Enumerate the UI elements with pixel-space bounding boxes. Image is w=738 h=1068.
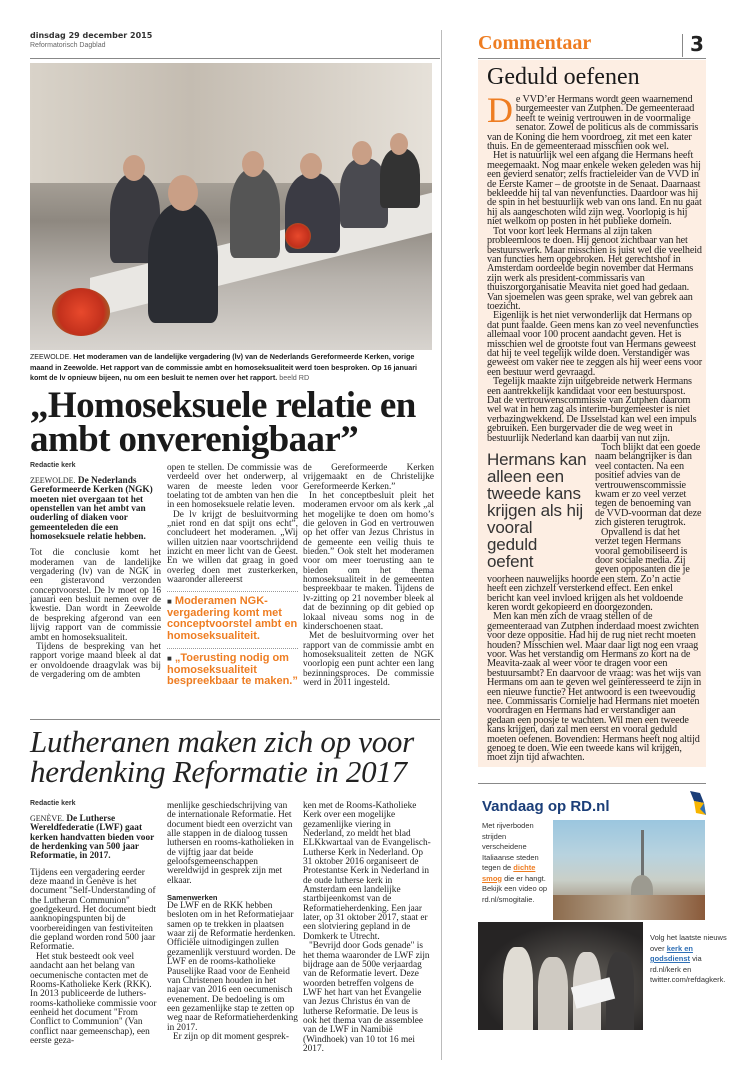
paragraph: Opvallend is dat het verzet tegen Hermans vooral gemobiliseerd is door sociale media. Zij geven opposanten die je voorheen nauwelijks hoorde een stem. Zo’n actie heeft een zichzelf versterkend effect. Een enkel bericht kan veel invloed krijgen als het voldoende keren wordt gekopieerd en doorgezonden. — [487, 526, 690, 613]
paragraph: Tot voor kort leek Hermans al zijn taken probleemloos te doen. Hij genoot zichtbaar van het bestuurswerk. Maar misschien is juist wel die veelheid van functies hem opgebroken. Het gerechtshof in Amsterdam oordeelde begin november dat Hermans zijn werk als president-commissaris van thuiszorgorganisatie Meavita niet goed had gedaan. Van sjoemelen was geen sprake, wel van gebrek aan toezicht. — [487, 225, 702, 312]
pull-quote: ■ Moderamen NGK-vergadering komt met conceptvoorstel ambt en homoseksualiteit. — [167, 591, 298, 642]
paragraph: De lv krijgt de besluitvorming „niet rond en dat spijt ons echt”, concludeert het moderamen. „Wij willen uitzien naar voortschrijdend inzicht en meer licht van de Geest. En we willen dat graag in goed overleg doen met zusterkerken, waaronder allereerst — [167, 509, 298, 586]
paragraph: open te stellen. De commissie was verdeeld over het onderwerp, al waren de meeste leden voor toelating tot de ambten van hen die in een homoseksuele relatie leven. — [167, 463, 298, 511]
commentary-title: Geduld oefenen — [487, 64, 640, 90]
church-teaser: Volg het laatste nieuws over kerk en godsdienst via rd.nl/kerk en twitter.com/refdagkerk. — [650, 933, 727, 984]
paragraph: Tijdens de bespreking van het rapport vorige maand bleek al dat er onvoldoende draagvlak was bij de vergadering om de ambten — [30, 641, 161, 680]
choir-photo[interactable] — [478, 922, 643, 1030]
page-number: 3 — [690, 32, 704, 56]
paragraph: de Gereformeerde Kerken vrijgemaakt en de Christelijke Gereformeerde Kerken.” — [303, 463, 434, 492]
commentary-rule — [478, 58, 706, 59]
paragraph: Tot die conclusie komt het moderamen van de landelijke vergadering (lv) van de NGK in een gisteravond verzonden conceptvoorstel. De lv moet op 16 januari een besluit nemen over de kwestie. Dan wordt in Zeewolde de bespreking afgerond van een lijvig rapport van de commissie ambt en homoseksualiteit. — [30, 548, 161, 643]
paragraph: "Bevrijd door Gods genade" is het thema waaronder de LWF zijn bijdrage aan de 500e verjaardag van de Reformatie levert. Deze woorden betreffen volgens de LWF het hart van het Evangelie van Jezus Christus én van de lutherse Reformatie. De leus is ook het thema van de assemblee van de LWF in Namibië (Windhoek) van 10 tot 16 mei 2017. — [303, 941, 430, 1054]
article2-col3 — [303, 802, 434, 1054]
church-link[interactable]: kerk en godsdienst — [650, 943, 693, 963]
byline: Redactie kerk — [30, 800, 76, 807]
paragraph: Eigenlijk is het niet verwonderlijk dat Hermans op dat punt faalde. Geen mens kan zo veel nevenfuncties allemaal voor 100 procent aandacht geven. Het is misschien wel de grootste fout van Hermans geweest dat hij te veel tegelijk wilde doen. Verstandiger was geweest om vaker nee te zeggen als hij weer eens voor een bestuur werd gevraagd. — [487, 310, 702, 378]
header-rule — [30, 58, 440, 59]
commentary-pull-quote: Hermans kan alleen een tweede kans krijgen als hij vooral geduld oefent — [487, 450, 587, 572]
commentary-box — [478, 60, 706, 767]
paragraph: Tijdens een vergadering eerder deze maand in Genève is het document "Self-Understanding of the Lutheran Communion" goedgekeurd. Het document biedt aanknopingspunten bij de voorbereidingen van festiviteiten die gepland worden rond 500 jaar Reformatie. — [30, 867, 156, 953]
smog-photo[interactable] — [553, 820, 705, 920]
page-number-divider — [682, 34, 683, 57]
photo-caption: ZEEWOLDE. Het moderamen van de landelijke vergadering (lv) van de Nederlands Gereformeerde Kerken, vorige maand in Zeewolde. Het rapport van de commissie ambt en homoseksualiteit werd toen besproken. Op 16 januari komt de lv opnieuw bijeen, nu om een besluit te nemen over het rapport. beeld RD — [30, 352, 418, 383]
byline: Redactie kerk — [30, 462, 76, 469]
paragraph: Men kan men zich de vraag stellen of de gemeenteraad van Zutphen inderdaad moest zwichten voor deze oppositie. Had hij de rug niet recht moeten houden? Misschien wel. Maar daar ligt nog een vraag voor. Was het verstandig om Hermans zo kort na de Meavita-zaak al weer voor te dragen voor een bestuursambt? En daarvoor de vraag: was het wijs van Hermans om aan te geven wel geïnteresseerd te zijn in een nieuwe functie? Het antwoord is een tweevoudig nee. Commissaris Cornielje had Hermans niet moeten voordragen en Hermans had er verstandiger aan gedaan een poosje te wachten. Wil men een tweede kans krijgen, dan zal men eerst en vooral geduld moeten oefenen. Bovendien: Hermans heeft nog altijd genoeg te doen. Wie een tweede kans wil krijgen, moet zijn tijd afwachten. — [487, 611, 702, 764]
subheading: Samenwerken — [167, 893, 218, 903]
rd-rule — [478, 783, 706, 784]
article1-col3 — [303, 464, 434, 688]
commentary-body: De VVD’er Hermans wordt geen waarnemend burgemeester van Zutphen. De gemeenteraad heeft te weinig vertrouwen in de voormalige senator. Zowel de politicus als de commissaris van de Koning die hem voordroeg, zit met een kater thuis. En de gemeenteraad misschien ook wel. Het is natuurlijk wel een afgang die Hermans heeft meegemaakt. Nog maar enkele weken geleden was hij een gevierd senator; zelfs fractieleider van de VVD in de Eerste Kamer – de grootste in de Senaat. Daarnaast bekleedde hij tal van nevenfuncties. Daardoor was hij de spin in het bestuurlijk web van ons land. En nu gaat hij als aangeschoten wild zijn weg. Voorlopig is hij niet welkom op posten in het publieke domein. Tot voor kort leek Hermans al zijn taken probleemloos te doen. Hij genoot zichtbaar van het bestuurswerk. Maar misschien is juist wel die veelheid van functies hem opgebroken. Het gerechtshof in Amsterdam oordeelde begin november dat Hermans zijn werk als president-commissaris van thuiszorgorganisatie Meavita niet goed had gedaan. Van sjoemelen was geen sprake, wel van gebrek aan toezicht. Eigenlijk is het niet verwonderlijk dat Hermans op dat punt faalde. Geen mens kan zo veel nevenfuncties allemaal voor 100 procent aandacht geven. Het is misschien wel de grootste fout van Hermans geweest dat hij te veel tegelijk wilde doen. Verstandiger was geweest om vaker nee te zeggen als hij weer eens voor een bestuur werd gevraagd. Tegelijk maakte zijn uitgebreide netwerk Hermans een aantrekkelijk kandidaat voor een bestuurspost. Dat de vertrouwenscommissie van Zutphen daarom wel wat in hem zag als interim-burgemeester is niet verbazingwekkend. De IJsselstad kan wel een impuls gebruiken. Een burgervader die de weg weet in bestuurlijk Nederland kan daarbij van nut zijn. Hermans kan alleen een tweede kans krijgen als hij vooral geduld oefent Toch blijkt dat een goede naam belangrijker is dan veel contacten. Na een positief advies van de vertrouwenscommissie kwam er zo veel verzet tegen de benoeming van de VVD-voorman dat deze zich gisteren terugtrok. Opvallend is dat het verzet tegen Hermans vooral gemobiliseerd is door sociale media. Zij geven opposanten die je voorheen nauwelijks hoorde een stem. Zo’n actie heeft een zichzelf versterkend effect. Een enkel bericht kan veel invloed krijgen als het voldoende keren wordt gekopieerd en doorgezonden. Men kan men zich de vraag stellen of de gemeenteraad van Zutphen inderdaad moest zwichten voor deze oppositie. Had hij de rug niet recht moeten houden? Misschien wel. Maar daar ligt nog een vraag voor. Was het verstandig om Hermans zo kort na de Meavita-zaak al weer voor te dragen voor een bestuursambt? En daarvoor de vraag: was het wijs van Hermans om aan te geven wel geïnteresseerd te zijn in een nieuwe functie? Het antwoord is een tweevoudig nee. Commissaris Cornielje had Hermans niet moeten voordragen en Hermans had er verstandiger aan gedaan een poosje te wachten. Wil men een tweede kans krijgen, dan zal men eerst en vooral geduld moeten oefenen. Bovendien: Hermans heeft nog altijd genoeg te doen. Wie een tweede kans wil krijgen, moet zijn tijd afwachten. — [487, 90, 702, 764]
paragraph: menlijke geschiedschrijving van de internationale Reformatie. Het document biedt een overzicht van alle stappen in de dialoog tussen luthersen en rooms-katholieken in de vijftig jaar dat beide geloofsgemeenschappen wereldwijd in gesprek zijn met elkaar. — [167, 801, 294, 886]
column-divider — [441, 30, 442, 1060]
article2-headline: Lutheranen maken zich op voor herdenking Reformatie in 2017 — [30, 724, 414, 789]
meeting-photo — [30, 63, 432, 350]
paragraph: In het conceptbesluit pleit het moderamen ervoor om als kerk „al het mogelijke te doen om homo’s die geloven in God en vertrouwen op het offer van Jezus Christus in de gemeente een veilig thuis te bieden.” Ook stelt het moderamen voor om meer toerusting aan te bieden om het thema homoseksualiteit in de gemeenten bespreekbaar te maken. Tijdens de lv-zitting op 21 november bleek al dat de bezinning op dit gebied op lokaal niveau soms nog in de kinderschoenen staat. — [303, 491, 434, 632]
article1-headline: „Homoseksuele relatie en ambt onverenigbaar” — [30, 385, 416, 460]
article1-col1 — [30, 462, 161, 680]
pull-quote: ■ „Toerusting nodig om homoseksualiteit bespreekbaar te maken.” — [167, 648, 298, 688]
paragraph: Met de besluitvorming over het rapport van de commissie ambt en homoseksualiteit zetten de NGK voorlopig een punt achter een lang bezinningsproces. De commissie werd in 2011 ingesteld. — [303, 631, 434, 688]
paragraph: Er zijn op dit moment gesprek- — [173, 1031, 289, 1042]
section-rule — [30, 719, 440, 720]
article1-lead: ZEEWOLDE. De Nederlands Gereformeerde Kerken (NGK) moeten niet overgaan tot het openstellen van het ambt van ouderling of diaken voor gemeenteleden die een homoseksuele relatie hebben. — [30, 476, 153, 543]
rd-section-title: Vandaag op RD.nl — [482, 798, 610, 815]
paragraph: Het stuk besteedt ook veel aandacht aan het belang van oecumenische contacten met de Rooms-Katholieke Kerk (RKK). In 2013 publiceerde de luthers-rooms-katholieke commissie voor eenheid het document "From Conflict to Communion" (Van conflict naar gemeenschap), een eerste geza- — [30, 951, 157, 1046]
paragraph: Het is natuurlijk wel een afgang die Hermans heeft meegemaakt. Nog maar enkele weken geleden was hij een gevierd senator; zelfs fractieleider van de VVD in de Eerste Kamer – de grootste in de Senaat. Daarnaast bekleedde hij tal van nevenfuncties. Daardoor was hij de spin in het bestuurlijk web van ons land. En nu gaat hij als aangeschoten wild zijn weg. Voorlopig is hij niet welkom op posten in het publieke domein. — [487, 150, 702, 228]
drop-cap: D — [487, 90, 513, 130]
smog-link[interactable]: dichte smog — [482, 863, 536, 883]
article2-col2 — [167, 802, 298, 1042]
section-kicker: Commentaar — [478, 32, 592, 54]
article1-col2 — [167, 464, 298, 688]
paragraph: Toch blijkt dat een goede naam belangrijker is dan veel contacten. Na een positief advies van de vertrouwenscommissie kwam er zo veel verzet tegen de benoeming van de VVD-voorman dat deze zich gisteren terugtrok. — [595, 442, 702, 529]
article2-lead: GENÈVE. De Lutherse Wereldfederatie (LWF) gaat kerken handvatten bieden voor de herdenking van 500 jaar Reformatie, in 2017. — [30, 814, 155, 862]
article2-col1 — [30, 800, 161, 1046]
rd-logo-icon — [688, 791, 706, 815]
paragraph: De LWF en de RKK hebben besloten om in het Reformatiejaar samen op te trekken in plaatsen waar zij de Reformatie herdenken. Officiële uitnodigingen zullen gezamenlijk verstuurd worden. De LWF en de rooms-katholieke Pauselijke Raad voor de Eenheid van Christenen houden in het najaar van 2016 een oecumenisch evenement. De bedoeling is om een gezamenlijke stap te zetten op weg naar de Reformatieherdenking in 2017. — [167, 901, 298, 1033]
smog-teaser: Met rijverboden strijden verscheidene Italiaanse steden tegen de dichte smog die er hangt. Bekijk een video op rd.nl/smogitalie. — [482, 821, 548, 904]
paragraph: Tegelijk maakte zijn uitgebreide netwerk Hermans een aantrekkelijk kandidaat voor een bestuurspost. Dat de vertrouwenscommissie van Zutphen daarom wel wat in hem zag als interim-burgemeester is niet verbazingwekkend. De IJsselstad kan wel een impuls gebruiken. Een burgervader die de weg weet in bestuurlijk Nederland kan daarbij van nut zijn. — [487, 376, 697, 444]
publication-name: Reformatorisch Dagblad — [30, 42, 106, 49]
issue-date: dinsdag 29 december 2015 — [30, 31, 153, 40]
paragraph: ken met de Rooms-Katholieke Kerk over een mogelijke gezamenlijke viering in Nederland, zo meldt het blad ELKkwartaal van de Evangelisch-Lutherse Kerk in Nederland. Op 31 oktober 2016 organiseert de Protestantse Kerk in Nederland in de oude lutherse kerk in Amsterdam een landelijke startbijeenkomst van de Reformatieherdenking. Een jaar later, op 31 oktober 2017, staat er een slotviering gepland in de Domkerk te Utrecht. — [303, 801, 431, 942]
